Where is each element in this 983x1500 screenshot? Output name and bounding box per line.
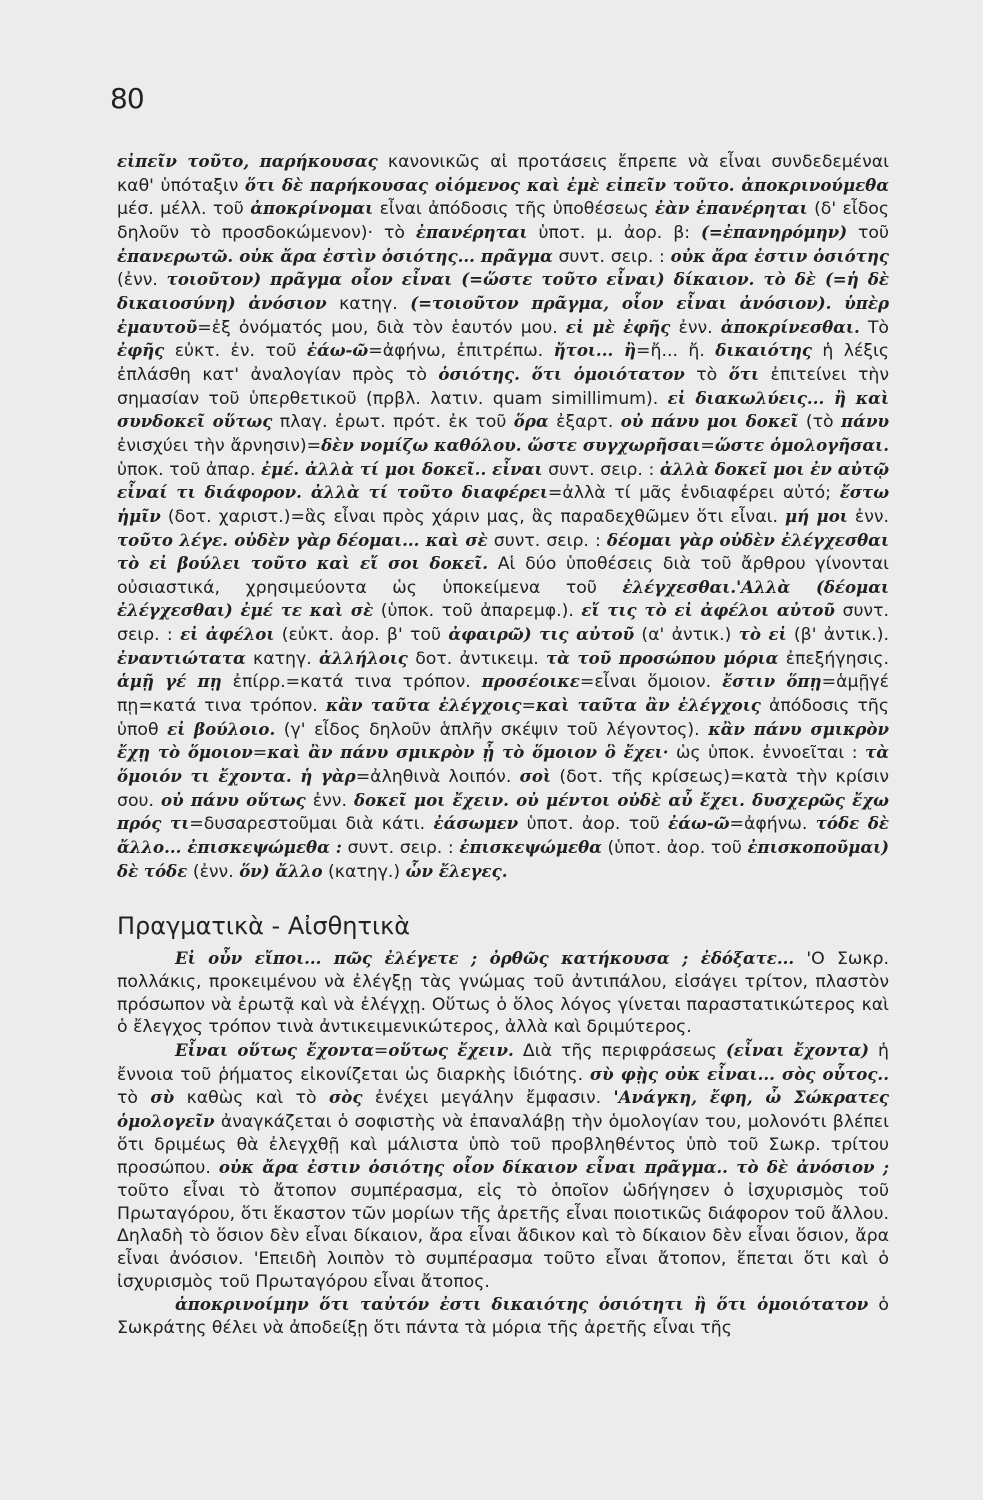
emphasized-greek-text: τόδε δὲ ἄλλο... ἐπισκεψώμεθα :: [117, 813, 890, 858]
commentary-text-run: Τὸ: [859, 317, 889, 338]
emphasized-greek-text: οὐ πάνυ μοι δοκεῖ: [620, 411, 799, 432]
commentary-text-run: τοῦ: [847, 222, 889, 243]
emphasized-greek-text: 'Ανάγκη, ἔφη, ὦ Σώκρατες ὁμολογεῖν: [117, 1087, 889, 1131]
emphasized-greek-text: δικαιότης: [715, 340, 812, 361]
emphasized-greek-text: κἂν πάνυ σμικρὸν ἔχῃ τὸ ὅμοιον: [117, 718, 890, 763]
commentary-text-run: =δυσαρεστοῦμαι διὰ κάτι.: [189, 814, 434, 835]
paragraph-3: [117, 1039, 889, 1293]
emphasized-greek-text: εἰπεῖν τοῦτο, παρήκουσας: [117, 151, 378, 171]
commentary-text-run: πλαγ. ἐρωτ. πρότ. ἐκ τοῦ: [272, 412, 514, 433]
commentary-text-run: ἐνισχύει τὴν ἄρνησιν)=: [117, 435, 322, 456]
emphasized-greek-text: οὐκ ἄρα ἐστιν ὁσιότης οἷον δίκαιον εἶναι πρᾶγμα.. τὸ δὲ ἀνόσιον ;: [218, 1157, 889, 1178]
emphasized-greek-text: κἂν ταῦτα ἐλέγχοις: [325, 695, 522, 716]
paragraph-2: [117, 947, 889, 1039]
emphasized-greek-text: ἐπανέρηται: [415, 221, 528, 242]
emphasized-greek-text: ἐάω-ῶ: [306, 340, 369, 361]
commentary-text-run: ἀναγκάζεται ὁ σοφιστὴς νὰ ἐπαναλάβῃ τὴν ὁμολογίαν του, μολονότι βλέπει ὅτι δριμέως θὰ ἐλεγχθῇ καὶ μάλιστα ὑπὸ τοῦ προβληθέντος ὑπὸ τοῦ Σωκρ. τρίτου προσώπου.: [117, 1111, 889, 1179]
commentary-text-run: =ἀφήνω, ἐπιτρέπω.: [368, 341, 554, 362]
emphasized-greek-text: δέομαι γὰρ οὐδὲν ἐλέγχεσθαι τὸ εἰ βούλει τοῦτο καὶ εἴ σοι δοκεῖ.: [117, 529, 889, 574]
commentary-text-run: (κατηγ.): [322, 861, 406, 882]
commentary-text-run: =ἀληθινὰ λοιπόν.: [355, 767, 520, 788]
commentary-text-run: Διὰ τῆς περιφράσεως: [513, 1040, 726, 1061]
emphasized-greek-text: σὺ: [150, 1087, 175, 1108]
commentary-text-run: τοῦτο εἶναι τὸ ἄτοπον συμπέρασμα, εἰς τὸ ὁποῖον ὡδήγησεν ὁ ἰσχυρισμὸς τοῦ Πρωταγόρου, ὅτι ἕκαστον τῶν μορίων τῆς ἀρετῆς εἶναι ποιοτικῶς διάφορον τοῦ ἄλλου. Δηλαδὴ τὸ ὅσιον δὲν εἶναι δίκαιον, ἄρα εἶναι ἄδικον καὶ τὸ δίκαιον δὲν εἶναι ὅσιον, ἄρα εἶναι ἀνόσιον. 'Επειδὴ λοιπὸν τὸ συμπέρασμα τοῦτο εἶναι ἄτοπον, ἕπεται ὅτι καὶ ὁ ἰσχυρισμὸς τοῦ Πρωταγόρου εἶναι ἄτοπος.: [117, 1180, 889, 1292]
emphasized-greek-text: Εἶναι οὕτως ἔχοντα: [175, 1039, 374, 1060]
emphasized-greek-text: προσέοικε: [481, 671, 580, 692]
emphasized-greek-text: πάνυ: [841, 411, 889, 432]
commentary-text-run: =εἶναι ὅμοιον.: [579, 672, 723, 693]
commentary-text-run: ἐνν.: [847, 506, 889, 527]
emphasized-greek-text: οὐ πάνυ οὕτως: [161, 789, 306, 810]
emphasized-greek-text: σὸς: [329, 1087, 363, 1108]
emphasized-greek-text: ἤτοι... ἢ: [553, 340, 637, 361]
emphasized-greek-text: ἐφῆς: [117, 340, 165, 361]
commentary-text-run: ἀπόδοσις τῆς ὑποθ: [117, 696, 889, 740]
emphasized-greek-text: μή μοι: [785, 505, 848, 526]
commentary-text-run: ἐπεξήγησις.: [778, 648, 889, 669]
emphasized-greek-text: δὲν νομίζω καθόλου. ὥστε συγχωρῆσαι: [321, 434, 701, 455]
commentary-text-run: εἶναι ἀπόδοσις τῆς ὑποθέσεως: [373, 199, 655, 220]
emphasized-greek-text: ὥστε ὁμολογῆσαι.: [714, 434, 889, 455]
emphasized-greek-text: ἐναντιώτατα: [117, 647, 246, 668]
emphasized-greek-text: ὅτι: [728, 363, 759, 384]
commentary-text-run: τὸ: [117, 1088, 151, 1109]
emphasized-greek-text: ἀλλήλοις: [318, 647, 408, 668]
commentary-text-run: Αἱ δύο ὑποθέσεις διὰ τοῦ ἄρθρου γίνονται οὐσιαστικά, χρησιμεύοντα ὡς ὑποκείμενα τοῦ: [117, 554, 889, 598]
emphasized-greek-text: εἰ ἀφέλοι: [180, 624, 275, 645]
commentary-text-run: συντ. σειρ. :: [117, 601, 889, 646]
emphasized-greek-text: ἐάσωμεν: [433, 813, 519, 834]
commentary-text-run: (δ' εἶδος δηλοῦν τὸ προσδοκώμενον)· τὸ: [117, 199, 889, 243]
section-heading: Πραγματικὰ - Αἰσθητικὰ: [117, 912, 411, 941]
commentary-text-run: =ἀλλὰ τί μᾶς ἐνδιαφέρει αὐτό;: [547, 483, 840, 504]
emphasized-greek-text: εἴ τις τὸ εἰ ἀφέλοι αὐτοῦ: [581, 600, 835, 621]
commentary-text-run: =ἁμῇγέ πῃ=κατά τινα τρόπον.: [117, 672, 889, 717]
commentary-text-run: =: [252, 743, 268, 764]
commentary-text-run: =ἤ... ἤ.: [636, 341, 716, 362]
commentary-text-run: συντ. σειρ. :: [341, 838, 460, 859]
commentary-text-run: ὑποτ. μ. ἀορ. β:: [527, 222, 702, 243]
emphasized-greek-text: ἐπισκοποῦμαι) δὲ τόδε: [117, 837, 889, 881]
emphasized-greek-text: ὅν) ἄλλο: [239, 860, 323, 881]
emphasized-greek-text: ἐμέ. ἀλλὰ τί μοι δοκεῖ.. εἶναι: [261, 458, 543, 479]
emphasized-greek-text: σὺ φῂς οὐκ εἶναι... σὸς οὗτος..: [589, 1063, 889, 1084]
commentary-text-run: ὑποτ. ἀορ. τοῦ: [518, 814, 669, 835]
emphasized-greek-text: ὅρα: [513, 411, 549, 432]
commentary-text-run: ἐνν.: [670, 317, 721, 338]
emphasized-greek-text: ἐπισκεψώμεθα: [459, 837, 602, 858]
commentary-text-run: συντ. σειρ. :: [552, 246, 671, 267]
emphasized-greek-text: σοὶ: [519, 766, 552, 787]
emphasized-greek-text: ἀποκρίνεσθαι.: [720, 316, 860, 337]
commentary-text-run: (ὑποτ. ἀορ. τοῦ: [601, 838, 748, 859]
commentary-text-run: ἡ ἔννοια τοῦ ῥήματος εἰκονίζεται ὡς διαρκὴς ἰδιότης.: [117, 1040, 889, 1085]
emphasized-greek-text: (=τοιοῦτον πρᾶγμα, οἷον εἶναι ἀνόσιον). ὑπὲρ ἐμαυτοῦ: [117, 292, 889, 337]
commentary-text-run: =ἀφήνω.: [729, 814, 816, 835]
commentary-text-run: συντ. σειρ. :: [542, 459, 660, 480]
emphasized-greek-text: ὅτι δὲ παρήκουσας οἰόμενος καὶ ἐμὲ εἰπεῖν τοῦτο. ἀποκρινούμεθα: [244, 174, 890, 195]
commentary-text-run: εὐκτ. ἐν. τοῦ: [164, 341, 307, 362]
emphasized-greek-text: καὶ ταῦτα ἂν ἐλέγχοις: [536, 695, 761, 716]
emphasized-greek-text: εἰ μὲ ἐφῆς: [565, 316, 671, 337]
emphasized-greek-text: δοκεῖ μοι ἔχειν. οὐ μέντοι οὐδὲ αὖ ἔχει. δυσχερῶς ἔχω πρός τι: [117, 789, 889, 834]
commentary-text-run: ὑποκ. τοῦ ἀπαρ.: [117, 459, 262, 480]
commentary-text-run: (α' ἀντικ.): [634, 625, 739, 646]
emphasized-greek-text: ἁμῇ γέ πῃ: [117, 671, 222, 692]
emphasized-greek-text: καὶ ἂν πάνυ σμικρὸν ᾖ τὸ ὅμοιον ὃ ἔχει·: [267, 742, 669, 763]
commentary-text-run: (ὑποκ. τοῦ ἀπαρεμφ.).: [373, 601, 582, 622]
paragraph-1: [117, 150, 889, 883]
commentary-text-run: ὡς ὑποκ. ἐννοεῖται :: [668, 743, 866, 764]
emphasized-greek-text: ἐάω-ῶ: [668, 813, 730, 834]
emphasized-greek-text: Εἰ οὖν εἴποι... πῶς ἐλέγετε ; ὀρθῶς κατήκουσα ; ἐδόξατε...: [175, 948, 795, 969]
emphasized-greek-text: τὸ εἰ: [738, 624, 787, 645]
commentary-text-run: κατηγ.: [326, 293, 411, 314]
commentary-text-run: =: [700, 435, 715, 456]
emphasized-greek-text: εἰ βούλοιο.: [167, 718, 276, 739]
emphasized-greek-text: τοιοῦτον) πρᾶγμα οἷον εἶναι (=ὥστε τοῦτο εἶναι) δίκαιον. τὸ δὲ (=ἡ δὲ δικαιοσύνη) ἀνόσιον: [117, 269, 889, 313]
emphasized-greek-text: οὐκ ἄρα ἐστιν ὁσιότης: [670, 245, 889, 266]
commentary-text-run: (τὸ: [798, 412, 842, 433]
commentary-text-run: ἐνν.: [305, 790, 354, 811]
emphasized-greek-text: (εἶναι ἔχοντα): [725, 1039, 869, 1060]
commentary-text-run: ἐξαρτ.: [548, 412, 621, 433]
emphasized-greek-text: ἀλλὰ δοκεῖ μοι ἐν αὐτῷ εἶναί τι διάφορον. ἀλλὰ τί τοῦτο διαφέρει: [117, 458, 890, 503]
commentary-text-run: (β' ἀντικ.).: [786, 625, 889, 646]
emphasized-greek-text: ἀποκρινοίμην ὅτι ταὐτόν ἐστι δικαιότης ὁσιότητι ἢ ὅτι ὁμοιότατον: [175, 1294, 869, 1315]
emphasized-greek-text: τὰ ὅμοιόν τι ἔχοντα. ἡ γὰρ: [117, 742, 890, 787]
emphasized-greek-text: ἀποκρίνομαι: [250, 198, 374, 219]
commentary-text-run: ἡ λέξις ἐπλάσθη κατ' ἀναλογίαν πρὸς τὸ: [117, 341, 889, 385]
emphasized-greek-text: ὁσιότης. ὅτι ὁμοιότατον: [438, 363, 685, 384]
commentary-text-run: (εὐκτ. ἀορ. β' τοῦ: [274, 625, 449, 646]
commentary-text-run: =: [373, 1040, 389, 1061]
commentary-text-run: μέσ. μέλλ. τοῦ: [117, 199, 251, 220]
emphasized-greek-text: τοῦτο λέγε. οὐδὲν γὰρ δέομαι... καὶ σὲ: [117, 529, 488, 550]
emphasized-greek-text: ἔστω ἡμῖν: [117, 482, 890, 526]
emphasized-greek-text: ἐλέγχεσθαι.'Αλλὰ (δέομαι ἐλέγχεσθαι) ἐμέ τε καὶ σὲ: [117, 576, 890, 621]
commentary-text-run: (ἐνν.: [117, 270, 167, 291]
commentary-text-run: =ἐξ ὀνόματός μου, διὰ τὸν ἑαυτόν μου.: [197, 317, 566, 338]
commentary-text-run: τὸ: [684, 364, 729, 385]
commentary-text-run: ἐνέχει μεγάλην ἔμφασιν.: [362, 1088, 614, 1109]
commentary-text-run: κανονικῶς αἱ προτάσεις ἔπρεπε νὰ εἶναι συνδεδεμέναι καθ' ὑπόταξιν: [117, 152, 889, 196]
commentary-text-run: δοτ. ἀντικειμ.: [407, 648, 546, 669]
emphasized-greek-text: ἔστιν ὅπῃ: [722, 671, 822, 692]
emphasized-greek-text: ἀφαιρῶ) τις αὐτοῦ: [448, 624, 635, 645]
commentary-text-run: ἐπίρρ.=κατά τινα τρόπον.: [221, 672, 482, 693]
commentary-text-run: καθὼς καὶ τὸ: [174, 1088, 330, 1109]
commentary-text: [117, 150, 889, 1340]
emphasized-greek-text: τὰ τοῦ προσώπου μόρια: [545, 647, 779, 668]
emphasized-greek-text: ὧν ἔλεγες.: [405, 860, 508, 881]
commentary-text-run: =: [521, 696, 536, 717]
emphasized-greek-text: (=ἐπανηρόμην): [701, 221, 848, 242]
commentary-text-run: συντ. σειρ. :: [487, 530, 607, 551]
commentary-text-run: (δοτ. τῆς κρίσεως)=κατὰ τὴν κρίσιν σου.: [117, 767, 889, 811]
paragraph-4: [117, 1293, 889, 1339]
commentary-text-run: ὁ Σωκράτης θέλει νὰ ἀποδείξῃ ὅτι πάντα τὰ μόρια τῆς ἀρετῆς εἶναι τῆς: [117, 1295, 889, 1338]
emphasized-greek-text: οὕτως ἔχειν.: [388, 1039, 514, 1060]
commentary-text-run: 'Ο Σωκρ. πολλάκις, προκειμένου νὰ ἐλέγξῃ τὰς γνώμας τοῦ ἀντιπάλου, εἰσάγει τρίτον, πλαστὸν πρόσωπον νὰ ἐρωτᾷ καὶ νὰ ἐλέγχῃ. Οὕτως ὁ ὅλος λόγος γίνεται παραστατικώτερος καὶ ὁ ἔλεγχος τρόπον τινὰ ἀντικειμενικώτερος, ἀλλὰ καὶ δριμύτερος.: [117, 949, 889, 1038]
emphasized-greek-text: εἰ διακωλύεις... ἢ καὶ συνδοκεῖ οὕτως: [117, 387, 889, 432]
commentary-text-run: (δοτ. χαριστ.)=ἃς εἶναι πρὸς χάριν μας, ἃς παραδεχθῶμεν ὅτι εἶναι.: [160, 506, 785, 527]
page-number: 80: [110, 82, 144, 115]
commentary-text-run: κατηγ.: [245, 648, 319, 669]
commentary-text-run: (γ' εἶδος δηλοῦν ἁπλῆν σκέψιν τοῦ λέγοντος).: [275, 719, 709, 740]
emphasized-greek-text: ἐπανερωτῶ. οὐκ ἄρα ἐστὶν ὁσιότης... πρᾶγμα: [117, 245, 553, 266]
emphasized-greek-text: ἐὰν ἐπανέρηται: [654, 198, 808, 219]
commentary-text-run: (ἐνν.: [187, 861, 240, 882]
commentary-text-run: ἐπιτείνει τὴν σημασίαν τοῦ ὑπερθετικοῦ (πρβλ. λατιν. quam simillimum).: [117, 364, 890, 409]
